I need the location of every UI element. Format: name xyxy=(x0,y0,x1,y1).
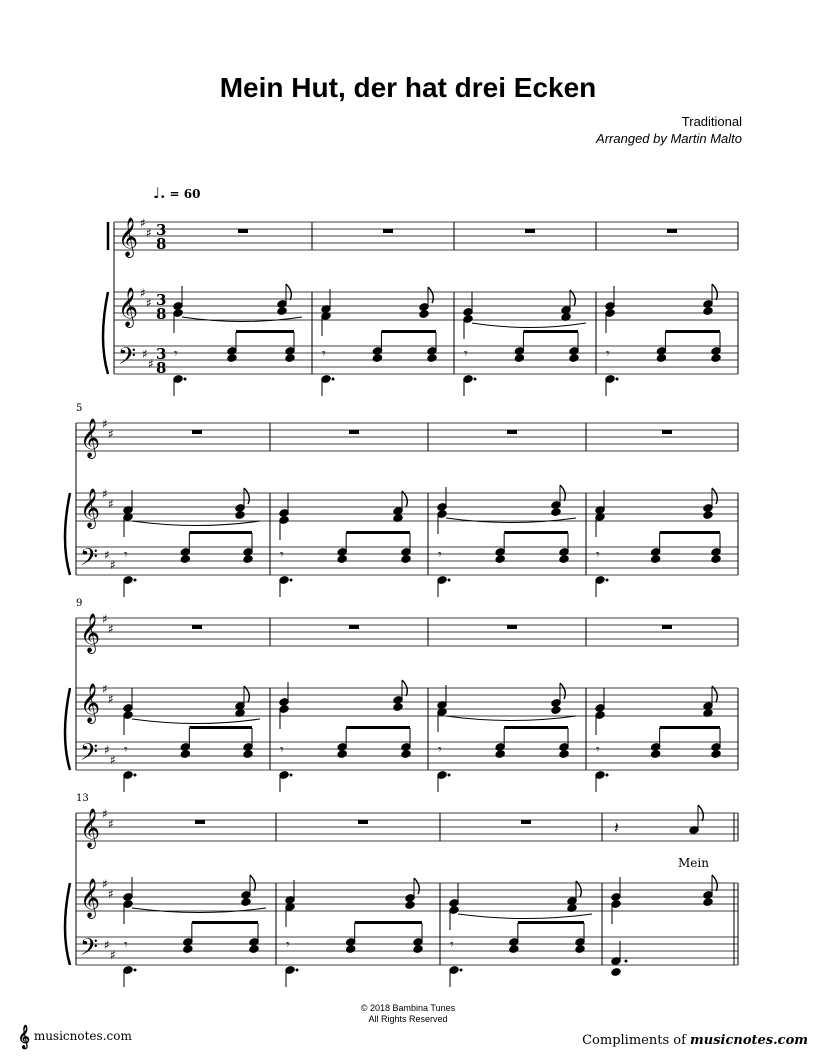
note-head xyxy=(656,353,666,362)
sharp-icon: ♯ xyxy=(108,817,114,831)
note-head xyxy=(650,554,660,563)
footer-brand[interactable] xyxy=(18,1024,132,1048)
note-head xyxy=(277,306,287,315)
note-head xyxy=(401,554,411,563)
note-head xyxy=(711,353,721,362)
note-head xyxy=(249,944,259,953)
note-head xyxy=(703,897,713,906)
footer-compliments-site[interactable]: musicnotes.com xyxy=(690,1033,808,1048)
tie xyxy=(132,908,266,913)
sharp-icon: ♯ xyxy=(102,417,108,431)
bass-clef-icon: 𝄢 xyxy=(80,933,99,966)
sharp-icon: ♯ xyxy=(108,497,114,511)
note-head xyxy=(243,554,253,563)
note-head xyxy=(703,306,713,315)
sharp-icon: ♯ xyxy=(110,948,116,962)
note-head xyxy=(559,554,569,563)
note-head xyxy=(711,749,721,758)
augmentation-dot xyxy=(290,774,293,777)
treble-clef-icon: 𝄞 xyxy=(80,808,101,848)
beam xyxy=(381,330,436,333)
augmentation-dot xyxy=(616,378,619,381)
quarter-rest-icon: 𝄽 xyxy=(614,818,619,837)
piano-brace xyxy=(103,292,108,374)
sharp-icon: ♯ xyxy=(146,226,152,240)
note-head xyxy=(180,554,190,563)
eighth-rest-icon: 𝄾 xyxy=(124,937,128,953)
note-head xyxy=(514,353,524,362)
note-head xyxy=(575,944,585,953)
tie xyxy=(446,518,576,523)
sharp-icon: ♯ xyxy=(142,347,148,361)
footer-site-link[interactable]: musicnotes.com xyxy=(33,1029,132,1043)
augmentation-dot xyxy=(184,378,187,381)
tempo-value: = 60 xyxy=(169,187,201,201)
note-flag xyxy=(244,686,249,702)
note-head xyxy=(551,705,561,714)
tie xyxy=(446,716,576,721)
sharp-icon: ♯ xyxy=(110,558,116,572)
whole-rest-icon xyxy=(521,820,531,824)
treble-clef-icon: 𝄞 xyxy=(80,878,101,918)
sharp-icon: ♯ xyxy=(108,427,114,441)
note-head xyxy=(405,900,415,909)
whole-rest-icon xyxy=(662,430,672,434)
sharp-icon: ♯ xyxy=(102,487,108,501)
note-head xyxy=(509,944,519,953)
augmentation-dot xyxy=(460,969,463,972)
whole-rest-icon xyxy=(192,430,202,434)
time-signature-icon: 8 xyxy=(156,235,167,253)
sharp-icon: ♯ xyxy=(108,622,114,636)
augmentation-dot xyxy=(134,969,137,972)
sharp-icon: ♯ xyxy=(148,357,154,371)
piano-brace xyxy=(65,493,70,575)
whole-rest-icon xyxy=(662,625,672,629)
note-head xyxy=(559,749,569,758)
augmentation-dot xyxy=(606,774,609,777)
note-head xyxy=(235,510,245,519)
whole-rest-icon xyxy=(507,625,517,629)
augmentation-dot xyxy=(448,579,451,582)
whole-rest-icon xyxy=(238,229,248,233)
sharp-icon: ♯ xyxy=(102,877,108,891)
copyright-line: © 2018 Bambina Tunes xyxy=(360,1003,456,1013)
augmentation-dot xyxy=(290,579,293,582)
beam xyxy=(523,330,578,333)
treble-clef-icon: 𝄞 xyxy=(80,418,101,458)
eighth-rest-icon: 𝄾 xyxy=(606,346,610,362)
copyright-line: All Rights Reserved xyxy=(368,1014,448,1024)
beam xyxy=(355,921,422,924)
copyright xyxy=(0,1003,816,1025)
beam xyxy=(665,330,720,333)
time-signature-icon: 3 xyxy=(156,291,167,309)
whole-rest-icon xyxy=(667,229,677,233)
augmentation-dot xyxy=(332,378,335,381)
eighth-rest-icon: 𝄾 xyxy=(596,742,600,758)
note-head xyxy=(703,510,713,519)
beam xyxy=(192,921,258,924)
score-title: Mein Hut, der hat drei Ecken xyxy=(219,72,597,103)
piano-brace xyxy=(65,883,70,965)
note-head xyxy=(611,967,621,976)
treble-clef-icon: 𝄞 xyxy=(80,683,101,723)
whole-rest-icon xyxy=(349,430,359,434)
sharp-icon: ♯ xyxy=(104,548,110,562)
eighth-rest-icon: 𝄾 xyxy=(438,742,442,758)
sharp-icon: ♯ xyxy=(108,692,114,706)
composer: Traditional xyxy=(681,114,742,129)
sharp-icon: ♯ xyxy=(110,753,116,767)
whole-rest-icon xyxy=(192,625,202,629)
note-head xyxy=(551,507,561,516)
note-head xyxy=(413,944,423,953)
note-head xyxy=(337,554,347,563)
beam xyxy=(660,726,720,729)
note-flag xyxy=(244,488,249,504)
beam xyxy=(236,330,294,333)
eighth-rest-icon: 𝄾 xyxy=(438,547,442,563)
note-head xyxy=(285,353,295,362)
lyric-syllable: Mein xyxy=(678,856,709,870)
eighth-rest-icon: 𝄾 xyxy=(322,346,326,362)
note-head xyxy=(243,749,253,758)
beam xyxy=(189,531,252,534)
note-head xyxy=(183,944,193,953)
dotted-quarter-note-icon: ♩. xyxy=(153,184,166,202)
musicnotes-logo-icon: 𝄞 xyxy=(18,1024,30,1048)
whole-rest-icon xyxy=(195,820,205,824)
tie xyxy=(132,719,260,724)
note-flag xyxy=(414,878,419,894)
treble-clef-icon: 𝄞 xyxy=(80,488,101,528)
whole-rest-icon xyxy=(383,229,393,233)
beam xyxy=(346,531,410,534)
whole-rest-icon xyxy=(358,820,368,824)
beam xyxy=(346,726,410,729)
sharp-icon: ♯ xyxy=(102,807,108,821)
note-head xyxy=(495,554,505,563)
beam xyxy=(518,921,584,924)
note-head xyxy=(337,749,347,758)
treble-clef-icon: 𝄞 xyxy=(118,217,139,257)
note-head xyxy=(372,353,382,362)
augmentation-dot xyxy=(134,579,137,582)
measure-number-icon: 13 xyxy=(76,793,89,804)
eighth-rest-icon: 𝄾 xyxy=(174,346,178,362)
beam xyxy=(660,531,720,534)
note-flag xyxy=(576,881,581,897)
sharp-icon: ♯ xyxy=(104,938,110,952)
eighth-rest-icon: 𝄾 xyxy=(124,742,128,758)
whole-rest-icon xyxy=(349,625,359,629)
piano-brace xyxy=(65,688,70,770)
augmentation-dot xyxy=(134,774,137,777)
note-head xyxy=(393,702,403,711)
eighth-rest-icon: 𝄾 xyxy=(280,547,284,563)
sharp-icon: ♯ xyxy=(102,612,108,626)
augmentation-dot xyxy=(448,774,451,777)
beam xyxy=(504,726,568,729)
note-flag xyxy=(428,287,433,303)
time-signature-icon: 3 xyxy=(156,345,167,363)
sharp-icon: ♯ xyxy=(108,887,114,901)
bass-clef-icon: 𝄢 xyxy=(80,543,99,576)
augmentation-dot xyxy=(606,579,609,582)
beam xyxy=(504,531,568,534)
augmentation-dot xyxy=(474,378,477,381)
footer-compliments[interactable] xyxy=(582,1033,808,1048)
measure-number-icon: 5 xyxy=(76,403,83,414)
note-head xyxy=(345,944,355,953)
note-flag xyxy=(712,686,717,702)
note-flag xyxy=(560,683,565,699)
note-head xyxy=(227,353,237,362)
note-head xyxy=(650,749,660,758)
sharp-icon: ♯ xyxy=(104,743,110,757)
note-head xyxy=(711,554,721,563)
sharp-icon: ♯ xyxy=(140,216,146,230)
sharp-icon: ♯ xyxy=(140,286,146,300)
bass-clef-icon: 𝄢 xyxy=(80,738,99,771)
eighth-rest-icon: 𝄾 xyxy=(450,937,454,953)
note-head xyxy=(427,353,437,362)
augmentation-dot xyxy=(296,969,299,972)
measure-number-icon: 9 xyxy=(76,598,83,609)
treble-clef-icon: 𝄞 xyxy=(80,613,101,653)
note-head xyxy=(401,749,411,758)
tie xyxy=(472,323,586,328)
note-head xyxy=(241,897,251,906)
sharp-icon: ♯ xyxy=(146,296,152,310)
note-head xyxy=(419,309,429,318)
note-head xyxy=(495,749,505,758)
tie xyxy=(458,914,592,919)
tie xyxy=(132,521,260,526)
eighth-rest-icon: 𝄾 xyxy=(286,937,290,953)
note-flag xyxy=(712,488,717,504)
whole-rest-icon xyxy=(507,430,517,434)
arranger: Arranged by Martin Malto xyxy=(596,131,742,146)
eighth-rest-icon: 𝄾 xyxy=(280,742,284,758)
time-signature-icon: 8 xyxy=(156,359,167,377)
treble-clef-icon: 𝄞 xyxy=(118,287,139,327)
sharp-icon: ♯ xyxy=(102,682,108,696)
note-head xyxy=(180,749,190,758)
footer-compliments-prefix: Compliments of xyxy=(582,1033,686,1048)
time-signature-icon: 8 xyxy=(156,305,167,323)
eighth-rest-icon: 𝄾 xyxy=(464,346,468,362)
note-head xyxy=(569,353,579,362)
augmentation-dot xyxy=(625,960,628,963)
eighth-rest-icon: 𝄾 xyxy=(124,547,128,563)
beam xyxy=(189,726,252,729)
time-signature-icon: 3 xyxy=(156,221,167,239)
tie xyxy=(182,317,302,322)
whole-rest-icon xyxy=(525,229,535,233)
bass-clef-icon: 𝄢 xyxy=(118,342,137,375)
eighth-rest-icon: 𝄾 xyxy=(596,547,600,563)
